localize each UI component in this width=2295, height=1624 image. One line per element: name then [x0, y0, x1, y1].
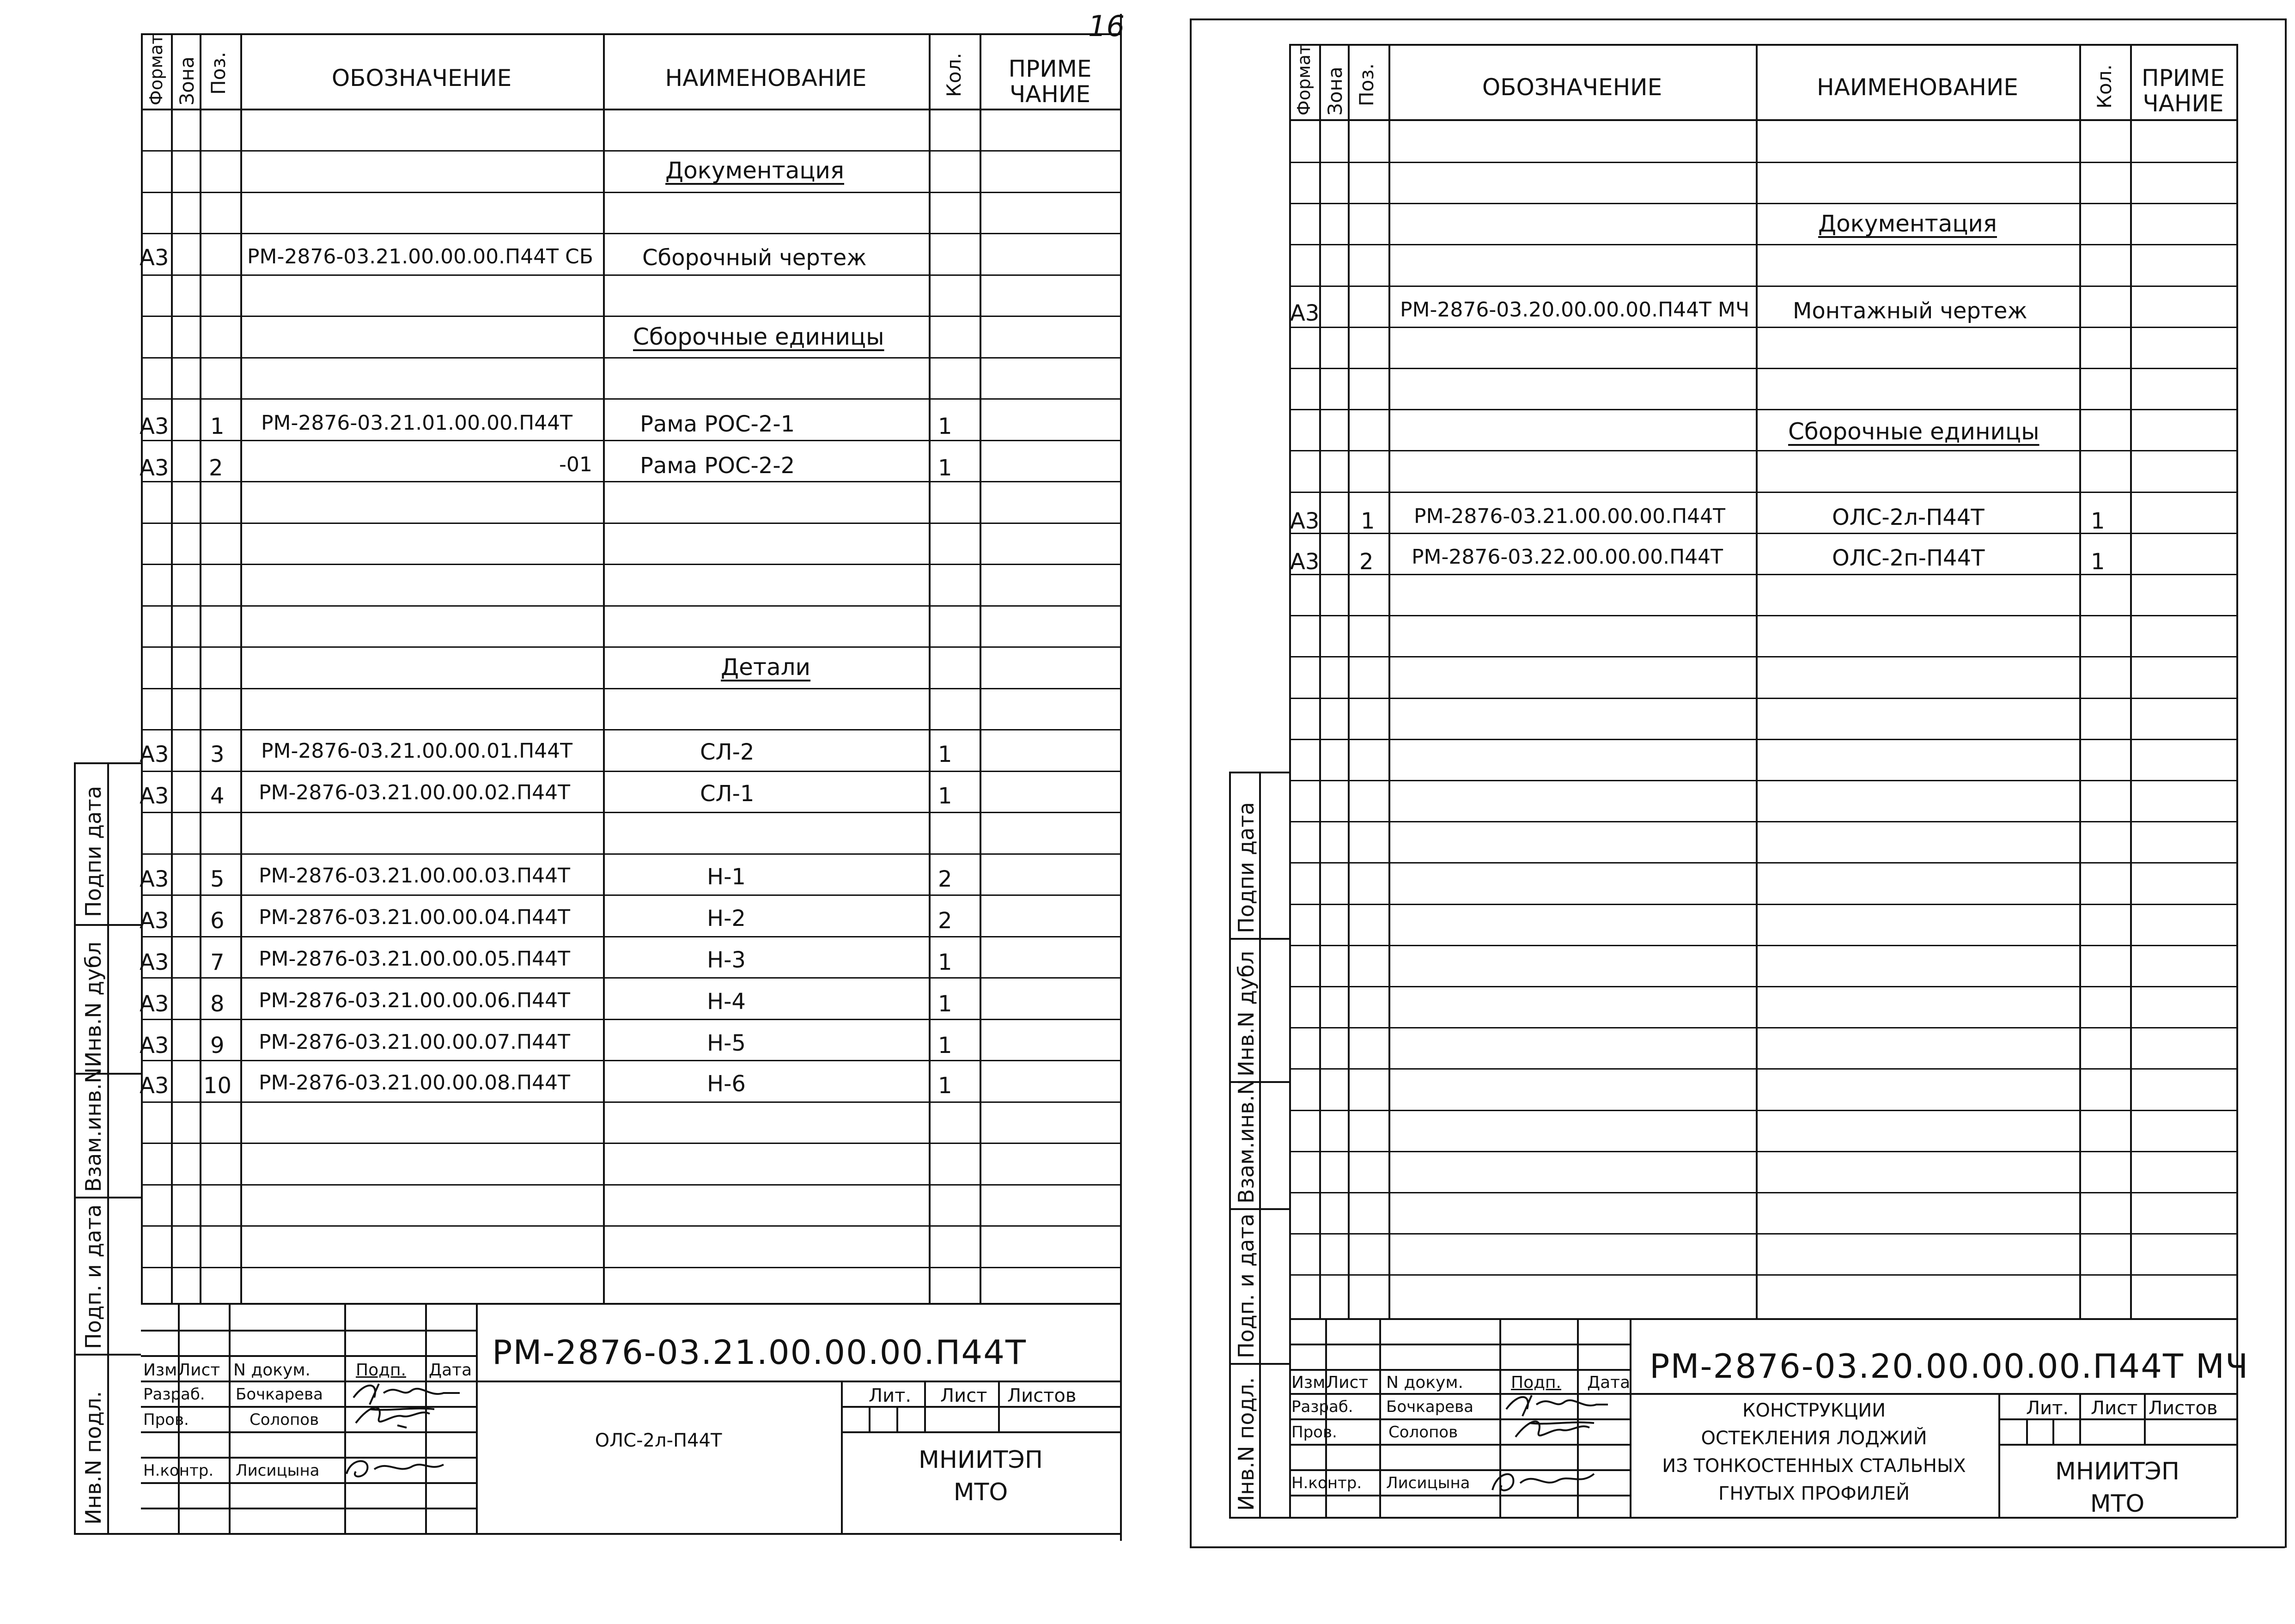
row-pos: 9	[210, 1033, 225, 1058]
row-line	[1289, 162, 2236, 163]
row-pos: 10	[203, 1073, 232, 1099]
tb-list-label: Лист	[1326, 1373, 1369, 1392]
tb-product-name: ОЛС-2л-П44Т	[595, 1430, 722, 1451]
signature-prov	[351, 1400, 444, 1432]
row-format: А3	[140, 783, 169, 809]
stamp-line	[74, 762, 76, 1534]
row-name: Н-4	[707, 989, 746, 1015]
stamp-line	[74, 1354, 141, 1356]
section-documentation: Документация	[1818, 210, 1997, 237]
row-format: А3	[140, 455, 169, 481]
header-note-1: ПРИМЕ	[1008, 55, 1092, 82]
col-line	[929, 33, 931, 1304]
row-line	[141, 1184, 1120, 1186]
row-designation: РМ-2876-03.21.00.00.00.П44Т	[1414, 505, 1726, 528]
col-line	[1388, 44, 1390, 1319]
row-format: А3	[140, 908, 169, 934]
tb-line	[2079, 1393, 2081, 1444]
row-line	[141, 688, 1120, 689]
row-line	[141, 1060, 1120, 1061]
row-line	[1289, 1151, 2236, 1152]
row-designation: РМ-2876-03.21.00.00.04.П44Т	[259, 906, 571, 929]
row-line	[141, 564, 1120, 565]
row-line	[141, 977, 1120, 979]
tb-nkontr-label: Н.контр.	[1291, 1474, 1362, 1492]
tb-ndokum-label: N докум.	[1386, 1373, 1463, 1392]
tb-line	[841, 1431, 1120, 1433]
row-line	[141, 398, 1120, 400]
row-name: Рама РОС-2-2	[640, 453, 795, 479]
row-line	[1289, 1110, 2236, 1111]
row-line	[141, 150, 1120, 152]
tb-line	[1998, 1444, 2236, 1446]
stamp-line	[1229, 938, 1289, 940]
col-line	[200, 33, 201, 1304]
header-note-1: ПРИМЕ	[2142, 65, 2225, 91]
row-name: СЛ-1	[700, 781, 755, 807]
row-line	[141, 316, 1120, 317]
tb-razrab-name: Бочкарева	[1386, 1398, 1473, 1416]
header-note-2: ЧАНИЕ	[2143, 90, 2224, 117]
tb-ndokum-label: N докум.	[233, 1361, 310, 1380]
row-qty: 2	[938, 866, 952, 892]
row-designation: РМ-2876-03.22.00.00.00.П44Т	[1412, 545, 1723, 569]
row-pos: 1	[1361, 508, 1375, 534]
row-qty: 1	[938, 1073, 952, 1099]
row-line	[1289, 409, 2236, 410]
page-number: 16	[1088, 9, 1125, 43]
title-code: РМ-2876-03.21.00.00.00.П44Т	[492, 1333, 1027, 1372]
tb-nkontr-name: Лисицына	[1386, 1474, 1470, 1492]
row-qty: 1	[938, 414, 952, 439]
row-line	[1289, 739, 2236, 740]
row-format: А3	[1290, 549, 1320, 575]
stamp-line	[1229, 1208, 1289, 1210]
row-name: Н-5	[707, 1030, 746, 1056]
tb-prov-name: Солопов	[1388, 1423, 1458, 1442]
row-name: СЛ-2	[700, 739, 755, 765]
stamp-vzam-inv: Взам.инв.N	[81, 1067, 106, 1192]
row-line	[141, 523, 1120, 524]
tb-prov-label: Пров.	[143, 1411, 189, 1429]
col-line	[141, 33, 143, 1304]
row-line	[141, 440, 1120, 441]
header-format: Формат	[1294, 44, 1314, 116]
header-qty: Кол.	[943, 53, 965, 97]
stamp-podp-date: Подп. и дата	[1234, 1213, 1259, 1358]
col-line	[980, 33, 981, 1304]
stamp-line	[74, 762, 141, 764]
stamp-sign-date: Подпи дата	[81, 785, 106, 917]
row-format: А3	[140, 866, 169, 892]
row-qty: 1	[938, 455, 952, 481]
row-designation: РМ-2876-03.21.00.00.01.П44Т	[261, 739, 573, 763]
frame-top	[1190, 18, 2285, 20]
tb-nkontr-name: Лисицына	[236, 1461, 320, 1480]
row-format: А3	[140, 742, 169, 767]
stamp-inv-dupl: Инв.N дубл	[1234, 950, 1259, 1077]
col-line	[240, 33, 242, 1304]
row-line	[1289, 615, 2236, 616]
tb-prov-label: Пров.	[1291, 1423, 1337, 1442]
stamp-podp-date: Подп. и дата	[81, 1204, 106, 1349]
stamp-vzam-inv: Взам.инв.N	[1234, 1079, 1259, 1204]
tb-razrab-name: Бочкарева	[236, 1385, 323, 1404]
frame-bottom	[1190, 1546, 2285, 1548]
row-qty: 1	[938, 742, 952, 767]
col-line	[2236, 44, 2238, 1518]
tb-line	[476, 1303, 478, 1534]
tb-org-2: МТО	[2090, 1490, 2145, 1518]
row-line	[141, 605, 1120, 607]
section-documentation: Документация	[665, 157, 844, 184]
row-name: Монтажный чертеж	[1793, 298, 2027, 324]
row-qty: 1	[2091, 549, 2105, 575]
row-line	[1289, 492, 2236, 493]
row-designation: РМ-2876-03.21.00.00.00.П44Т СБ	[247, 245, 593, 268]
tb-line	[141, 1303, 1120, 1305]
row-name: Н-6	[707, 1071, 746, 1097]
tb-line	[1289, 1318, 2236, 1320]
row-line	[141, 729, 1120, 730]
row-line	[141, 481, 1120, 482]
stamp-line	[74, 1197, 141, 1198]
tb-razrab-label: Разраб.	[1291, 1398, 1353, 1416]
row-line	[1289, 368, 2236, 369]
row-designation: РМ-2876-03.21.01.00.00.П44Т	[261, 411, 573, 435]
tb-data-label: Дата	[1587, 1373, 1631, 1392]
row-line	[1289, 780, 2236, 781]
left-sheet	[0, 0, 1146, 1624]
row-line	[141, 1225, 1120, 1227]
row-designation: -01	[559, 453, 592, 476]
signature-nkontr	[342, 1453, 453, 1481]
header-pos: Поз.	[207, 52, 230, 95]
header-line	[141, 109, 1120, 110]
tb-razrab-label: Разраб.	[143, 1385, 205, 1404]
signature-prov	[1511, 1414, 1603, 1446]
row-line	[1289, 698, 2236, 699]
tb-data-label: Дата	[429, 1361, 472, 1380]
row-format: А3	[140, 1033, 169, 1058]
row-designation: РМ-2876-03.21.00.00.06.П44Т	[259, 989, 571, 1012]
row-designation: РМ-2876-03.21.00.00.03.П44Т	[259, 864, 571, 888]
tb-org-1: МНИИТЭП	[2055, 1458, 2179, 1485]
row-qty: 1	[2091, 508, 2105, 534]
row-line	[1289, 1192, 2236, 1193]
frame-bottom	[74, 1533, 1120, 1535]
row-format: А3	[1290, 508, 1320, 534]
frame-right	[2285, 18, 2287, 1548]
tb-org-2: МТО	[953, 1478, 1008, 1506]
row-name: Сборочный чертеж	[642, 245, 867, 271]
header-format: Формат	[146, 34, 166, 105]
row-qty: 1	[938, 949, 952, 975]
tb-line	[2026, 1418, 2028, 1444]
row-pos: 3	[210, 742, 225, 767]
row-line	[1289, 862, 2236, 864]
row-line	[1289, 945, 2236, 946]
row-format: А3	[140, 414, 169, 439]
row-pos: 8	[210, 991, 225, 1017]
row-designation: РМ-2876-03.21.00.00.02.П44Т	[259, 781, 571, 804]
header-zone: Зона	[1324, 67, 1346, 116]
row-format: А3	[1290, 300, 1320, 326]
tb-product-4: ГНУТЫХ ПРОФИЛЕЙ	[1718, 1483, 1910, 1504]
row-qty: 2	[938, 908, 952, 934]
row-name: Н-3	[707, 947, 746, 973]
row-line	[1289, 1068, 2236, 1070]
row-line	[141, 233, 1120, 234]
stamp-sign-date: Подпи дата	[1234, 802, 1259, 933]
row-designation: РМ-2876-03.21.00.00.07.П44Т	[259, 1030, 571, 1054]
section-assembly-units: Сборочные единицы	[633, 323, 884, 350]
row-line	[1289, 656, 2236, 657]
row-line	[141, 1101, 1120, 1103]
row-line	[141, 1143, 1120, 1144]
section-details: Детали	[721, 654, 811, 681]
row-line	[1289, 203, 2236, 204]
tb-line	[476, 1381, 1120, 1382]
frame-right	[1120, 14, 1122, 1541]
row-line	[141, 936, 1120, 937]
row-line	[1289, 821, 2236, 822]
row-line	[141, 646, 1120, 648]
row-name: ОЛС-2л-П44Т	[1832, 505, 1985, 530]
row-pos: 5	[210, 866, 225, 892]
row-designation: РМ-2876-03.21.00.00.05.П44Т	[259, 947, 571, 971]
row-pos: 1	[210, 414, 225, 439]
row-line	[1289, 1027, 2236, 1028]
tb-list2-label: Лист	[940, 1385, 987, 1406]
row-line	[1289, 904, 2236, 905]
stamp-inv-podl: Инв.N подл.	[81, 1391, 106, 1525]
tb-izm-label: Изм	[143, 1361, 177, 1380]
row-line	[1289, 1233, 2236, 1235]
header-pos: Поз.	[1355, 63, 1378, 106]
header-note-2: ЧАНИЕ	[1009, 81, 1091, 108]
tb-product-1: КОНСТРУКЦИИ	[1742, 1400, 1886, 1421]
row-pos: 7	[210, 949, 225, 975]
stamp-line	[74, 924, 141, 926]
row-line	[1289, 244, 2236, 245]
stamp-line	[1259, 772, 1261, 1518]
header-name: НАИМЕНОВАНИЕ	[1817, 74, 2018, 101]
row-line	[1289, 1274, 2236, 1276]
tb-list-label: Лист	[178, 1361, 220, 1380]
col-line	[171, 33, 173, 1304]
row-line	[141, 812, 1120, 813]
row-line	[141, 274, 1120, 276]
row-line	[141, 192, 1120, 193]
row-designation: РМ-2876-03.21.00.00.08.П44Т	[259, 1071, 571, 1095]
row-qty: 1	[938, 1033, 952, 1058]
tb-lit-label: Лит.	[869, 1385, 912, 1406]
tb-nkontr-label: Н.контр.	[143, 1461, 214, 1480]
col-line	[603, 33, 605, 1304]
tb-izm-label: Изм	[1291, 1373, 1326, 1392]
row-qty: 1	[938, 991, 952, 1017]
header-designation: ОБОЗНАЧЕНИЕ	[1482, 74, 1662, 101]
row-pos: 4	[210, 783, 225, 809]
right-sheet	[1146, 0, 2295, 1624]
col-line	[1756, 44, 1758, 1319]
stamp-line	[107, 762, 109, 1534]
header-line	[1289, 119, 2236, 121]
row-line	[1289, 286, 2236, 287]
stamp-line	[1229, 1363, 1289, 1365]
tb-line	[229, 1303, 231, 1534]
row-line	[141, 1267, 1120, 1268]
stamp-line	[1229, 772, 1231, 1518]
tb-line	[869, 1406, 871, 1431]
tb-line	[2144, 1393, 2146, 1444]
row-qty: 1	[938, 783, 952, 809]
col-line	[1348, 44, 1350, 1319]
row-line	[141, 853, 1120, 855]
tb-line	[344, 1303, 346, 1534]
table-top	[1289, 44, 2236, 46]
tb-product-3: ИЗ ТОНКОСТЕННЫХ СТАЛЬНЫХ	[1662, 1455, 1966, 1477]
tb-list2-label: Лист	[2091, 1398, 2138, 1419]
col-line	[2130, 44, 2132, 1319]
tb-listov-label: Листов	[2149, 1398, 2218, 1419]
frame-top	[141, 33, 1120, 35]
tb-prov-name: Солопов	[250, 1411, 319, 1429]
row-designation: РМ-2876-03.20.00.00.00.П44Т МЧ	[1400, 298, 1750, 322]
tb-listov-label: Листов	[1007, 1385, 1077, 1406]
row-name: ОЛС-2п-П44Т	[1832, 545, 1985, 571]
signature-nkontr	[1488, 1465, 1603, 1497]
row-line	[141, 894, 1120, 896]
row-format: А3	[140, 245, 169, 271]
row-name: Н-2	[707, 906, 746, 931]
frame-left	[1190, 18, 1192, 1548]
tb-line	[924, 1381, 926, 1431]
tb-product-2: ОСТЕКЛЕНИЯ ЛОДЖИЙ	[1701, 1428, 1927, 1449]
tb-podp-label: Подп.	[1511, 1373, 1561, 1392]
section-assembly-units: Сборочные единицы	[1788, 418, 2039, 445]
header-zone: Зона	[176, 56, 198, 105]
tb-lit-label: Лит.	[2026, 1398, 2069, 1419]
tb-line	[1289, 1393, 2236, 1395]
row-name: Н-1	[707, 864, 746, 890]
tb-org-1: МНИИТЭП	[919, 1446, 1043, 1474]
stamp-line	[1229, 772, 1289, 773]
tb-line	[998, 1381, 1000, 1431]
tb-line	[1379, 1318, 1381, 1517]
col-line	[1319, 44, 1321, 1319]
header-designation: ОБОЗНАЧЕНИЕ	[331, 65, 512, 91]
row-format: А3	[140, 949, 169, 975]
row-line	[141, 771, 1120, 772]
row-pos: 2	[1359, 549, 1374, 575]
row-line	[1289, 986, 2236, 987]
row-name: Рама РОС-2-1	[640, 411, 795, 437]
row-line	[141, 1019, 1120, 1020]
row-format: А3	[140, 991, 169, 1017]
header-name: НАИМЕНОВАНИЕ	[665, 65, 867, 91]
row-line	[141, 357, 1120, 359]
row-pos: 2	[209, 455, 223, 481]
header-qty: Кол.	[2093, 64, 2116, 109]
tb-line	[896, 1406, 898, 1431]
row-line	[1289, 327, 2236, 328]
row-pos: 6	[210, 908, 225, 934]
tb-line	[2052, 1418, 2054, 1444]
stamp-inv-dupl: Инв.N дубл	[81, 941, 106, 1067]
row-format: А3	[140, 1073, 169, 1099]
tb-podp-label: Подп.	[356, 1361, 406, 1380]
title-code: РМ-2876-03.20.00.00.00.П44Т МЧ	[1650, 1347, 2249, 1386]
stamp-inv-podl: Инв.N подл.	[1234, 1377, 1259, 1511]
col-line	[2079, 44, 2081, 1319]
row-line	[1289, 450, 2236, 451]
